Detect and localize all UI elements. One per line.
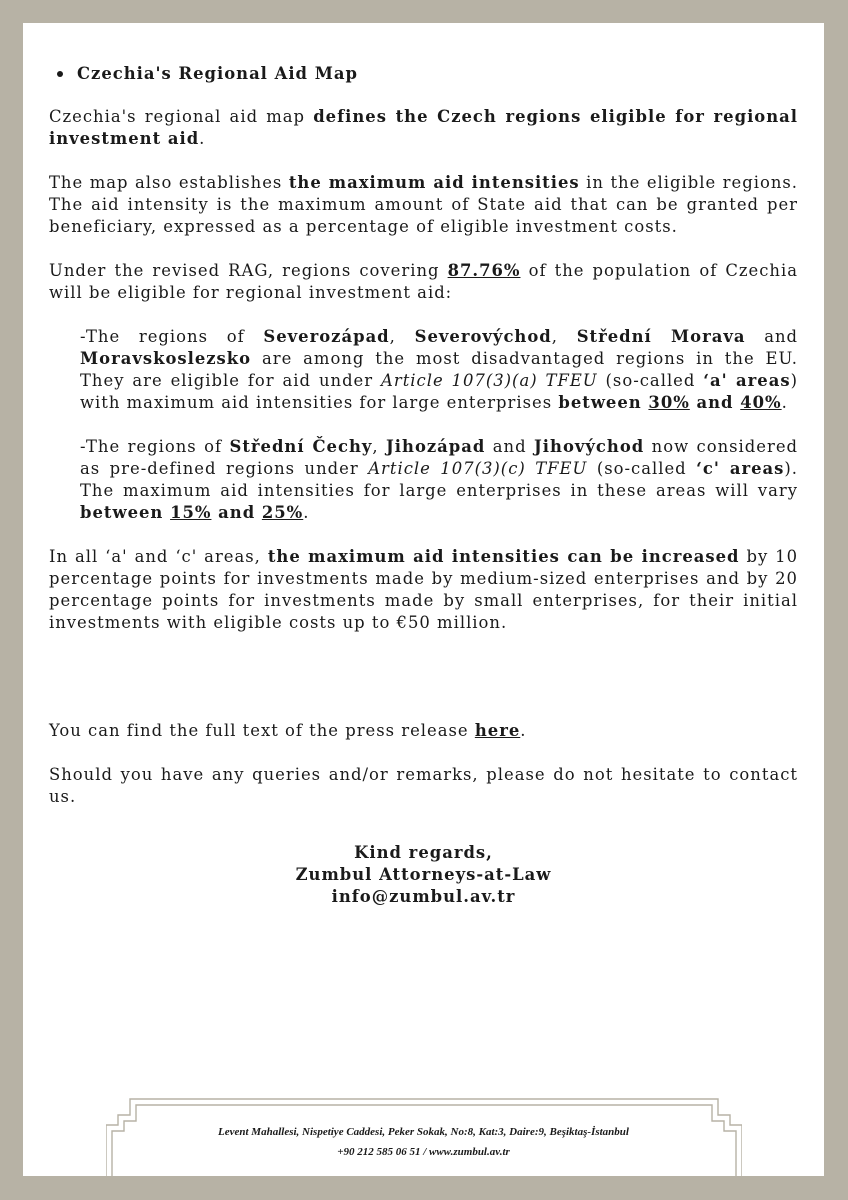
bold-text: between	[80, 503, 171, 522]
region-name: Severovýchod	[414, 327, 552, 346]
firm-name: Zumbul Attorneys-at-Law	[295, 865, 552, 884]
text: ,	[389, 327, 415, 346]
bullet-icon	[57, 71, 63, 77]
text: .	[199, 129, 206, 148]
signature-block	[49, 842, 798, 908]
text: -The regions of	[80, 437, 230, 456]
section-heading	[57, 63, 798, 85]
bold-text: and	[689, 393, 741, 412]
page-sheet	[23, 23, 824, 1176]
paragraph-a-areas	[80, 326, 798, 414]
bold-text: between	[558, 393, 649, 412]
article-reference: Article 107(3)(a) TFEU	[381, 371, 598, 390]
region-name: Jihozápad	[386, 437, 486, 456]
region-name: Střední Čechy	[229, 437, 373, 456]
heading-text: Czechia's Regional Aid Map	[77, 64, 358, 83]
text: ,	[551, 327, 577, 346]
intensity-value: 15%	[170, 503, 212, 522]
text: by 10 percentage points for investments made by medium-sized enterprises and by 20 percentage points for investments made by small enterprises, for their initial investments with eligible costs up to €50 million.	[49, 547, 799, 632]
document-body	[49, 63, 798, 908]
text: of the population of Czechia will be eligible for regional investment aid:	[49, 261, 798, 302]
text: (so-called	[587, 459, 697, 478]
text: and	[485, 437, 535, 456]
text: are among the most disadvantaged regions in the EU. They are eligible for aid under	[80, 349, 798, 390]
paragraph-intensities	[49, 172, 798, 238]
footer-address: Levent Mahallesi, Nispetiye Caddesi, Peker Sokak, No:8, Kat:3, Daire:9, Beşiktaş-İstanbul	[218, 1126, 629, 1138]
intensity-value: 25%	[261, 503, 304, 522]
intensity-value: 30%	[648, 393, 690, 412]
press-release-link[interactable]: here	[474, 721, 521, 740]
text: Under the revised RAG, regions covering	[49, 261, 448, 280]
text: (so-called	[597, 371, 704, 390]
text: ). The maximum aid intensities for large enterprises in these areas will vary	[80, 459, 798, 500]
paragraph-increase	[49, 546, 798, 634]
text: .	[520, 721, 527, 740]
paragraph-press-release	[49, 720, 798, 742]
paragraph-coverage	[49, 260, 798, 304]
text: in the eligible regions. The aid intensity is the maximum amount of State aid that can be granted per beneficiary, expressed as a percentage of eligible investment costs.	[49, 173, 798, 236]
bold-text: the maximum aid intensities can be increased	[267, 547, 740, 566]
text: .	[303, 503, 310, 522]
footer-frame	[106, 1095, 742, 1195]
text: ,	[372, 437, 387, 456]
text: The map also establishes	[49, 173, 289, 192]
bold-text: and	[211, 503, 262, 522]
footer-contact: +90 212 585 06 51 / www.zumbul.av.tr	[337, 1146, 510, 1158]
area-label: ‘c' areas	[696, 459, 785, 478]
intensity-value: 40%	[740, 393, 782, 412]
text: Czechia's regional aid map	[49, 107, 314, 126]
region-name: Střední Morava	[576, 327, 746, 346]
text: now considered as pre-defined regions under	[80, 437, 799, 478]
region-name: Severozápad	[263, 327, 390, 346]
text: -The regions of	[80, 327, 264, 346]
text: In all ‘a' and ‘c' areas,	[49, 547, 268, 566]
closing-line: Kind regards,	[354, 843, 493, 862]
text: ) with maximum aid intensities for large enterprises	[80, 371, 798, 412]
area-label: ‘a' areas	[703, 371, 791, 390]
bold-text: the maximum aid intensities	[288, 173, 580, 192]
article-reference: Article 107(3)(c) TFEU	[368, 459, 588, 478]
text: .	[781, 393, 788, 412]
paragraph-c-areas	[80, 436, 798, 524]
coverage-percentage: 87.76%	[447, 261, 521, 280]
paragraph-contact: Should you have any queries and/or remarks, please do not hesitate to contact us.	[49, 765, 798, 806]
spacer	[49, 656, 798, 720]
text: and	[745, 327, 799, 346]
region-name: Moravskoslezsko	[80, 349, 252, 368]
region-name: Jihovýchod	[534, 437, 645, 456]
text: You can find the full text of the press release	[49, 721, 475, 740]
firm-email[interactable]: info@zumbul.av.tr	[331, 887, 516, 906]
bold-text: defines the Czech regions eligible for regional investment aid	[49, 107, 798, 148]
paragraph-definition	[49, 106, 798, 150]
